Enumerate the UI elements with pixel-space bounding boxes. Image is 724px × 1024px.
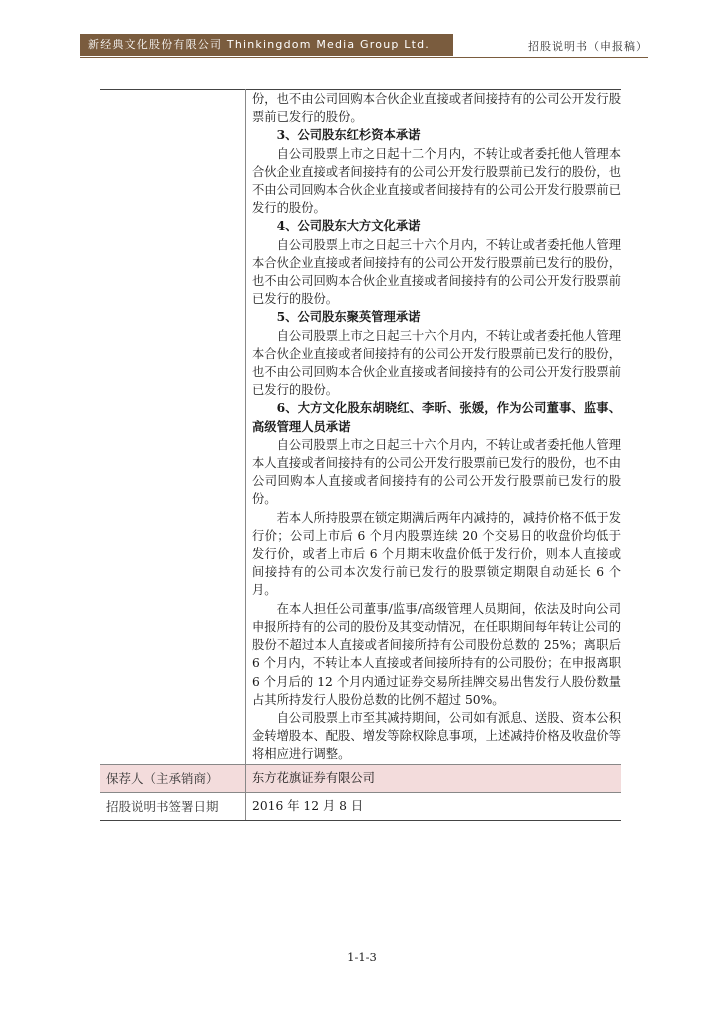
paragraph-continued: 份，也不由公司回购本合伙企业直接或者间接持有的公司公开发行股票前已发行的股份。 [252,92,621,125]
paragraph-dafang: 自公司股票上市之日起三十六个月内，不转让或者委托他人管理本合伙企业直接或者间接持有的公司公开发行股票前已发行的股份，也不由公司回购本合伙企业直接或者间接持有的公司公开发行股票前已发行的股份。 [252,237,621,307]
prospectus-table [100,89,621,821]
paragraph-directors-transfer: 在本人担任公司董事/监事/高级管理人员期间，依法及时向公司申报所持有的公司的股份及其变动情况，在任职期间每年转让公司的股份不超过本人直接或者间接所持有公司股份总数的 25%；离职后 6 个月内，不转让本人直接或者间接所持有的公司股份；在申报离职 6 个月后的 12 个月内通过证券交易所挂牌交易出售发行人股份数量占其所持发行人股份总数的比例不超过 50%。 [252,601,621,707]
paragraph-directors-price: 若本人所持股票在锁定期满后两年内减持的，减持价格不低于发行价；公司上市后 6 个月内股票连续 20 个交易日的收盘价均低于发行价，或者上市后 6 个月期末收盘价低于发行价，则本人直接或间接持有的公司本次发行前已发行的股票锁定期限自动延长 6 个月。 [252,510,621,598]
header-band [80,34,453,56]
paragraph-directors-adjust: 自公司股票上市至其减持期间，公司如有派息、送股、资本公积金转增股本、配股、增发等除权除息事项，上述减持价格及收盘价等将相应进行调整。 [252,710,621,762]
header-doc-title: 招股说明书（申报稿） [528,40,648,53]
commitments-content [246,90,622,765]
table-label-empty [100,90,246,765]
page-number: 1-1-3 [347,950,377,964]
paragraph-directors-lockup: 自公司股票上市之日起三十六个月内，不转让或者委托他人管理本人直接或者间接持有的公司公开发行股票前已发行的股份，也不由公司回购本人直接或者间接持有的公司公开发行股票前已发行的股份。 [252,437,621,507]
table-row-commitments [100,90,621,765]
heading-directors: 6、大方文化股东胡晓红、李昕、张媛，作为公司董事、监事、高级管理人员承诺 [252,400,621,434]
sponsor-label: 保荐人（主承销商） [100,764,246,792]
sponsor-value: 东方花旗证券有限公司 [246,764,622,792]
date-label: 招股说明书签署日期 [100,792,246,820]
date-value: 2016 年 12 月 8 日 [246,792,622,820]
header-company-name: 新经典文化股份有限公司 Thinkingdom Media Group Ltd. [88,38,430,51]
table-row-sponsor [100,764,621,792]
heading-sequoia: 3、公司股东红杉资本承诺 [276,127,421,143]
heading-juying: 5、公司股东聚英管理承诺 [276,309,421,325]
heading-dafang: 4、公司股东大方文化承诺 [276,218,421,234]
header-divider [80,57,648,58]
paragraph-juying: 自公司股票上市之日起三十六个月内，不转让或者委托他人管理本合伙企业直接或者间接持有的公司公开发行股票前已发行的股份，也不由公司回购本合伙企业直接或者间接持有的公司公开发行股票前已发行的股份。 [252,328,621,398]
paragraph-sequoia: 自公司股票上市之日起十二个月内，不转让或者委托他人管理本合伙企业直接或者间接持有的公司公开发行股票前已发行的股份，也不由公司回购本合伙企业直接或者间接持有的公司公开发行股票前已发行的股份。 [252,146,621,216]
table-row-date [100,792,621,820]
